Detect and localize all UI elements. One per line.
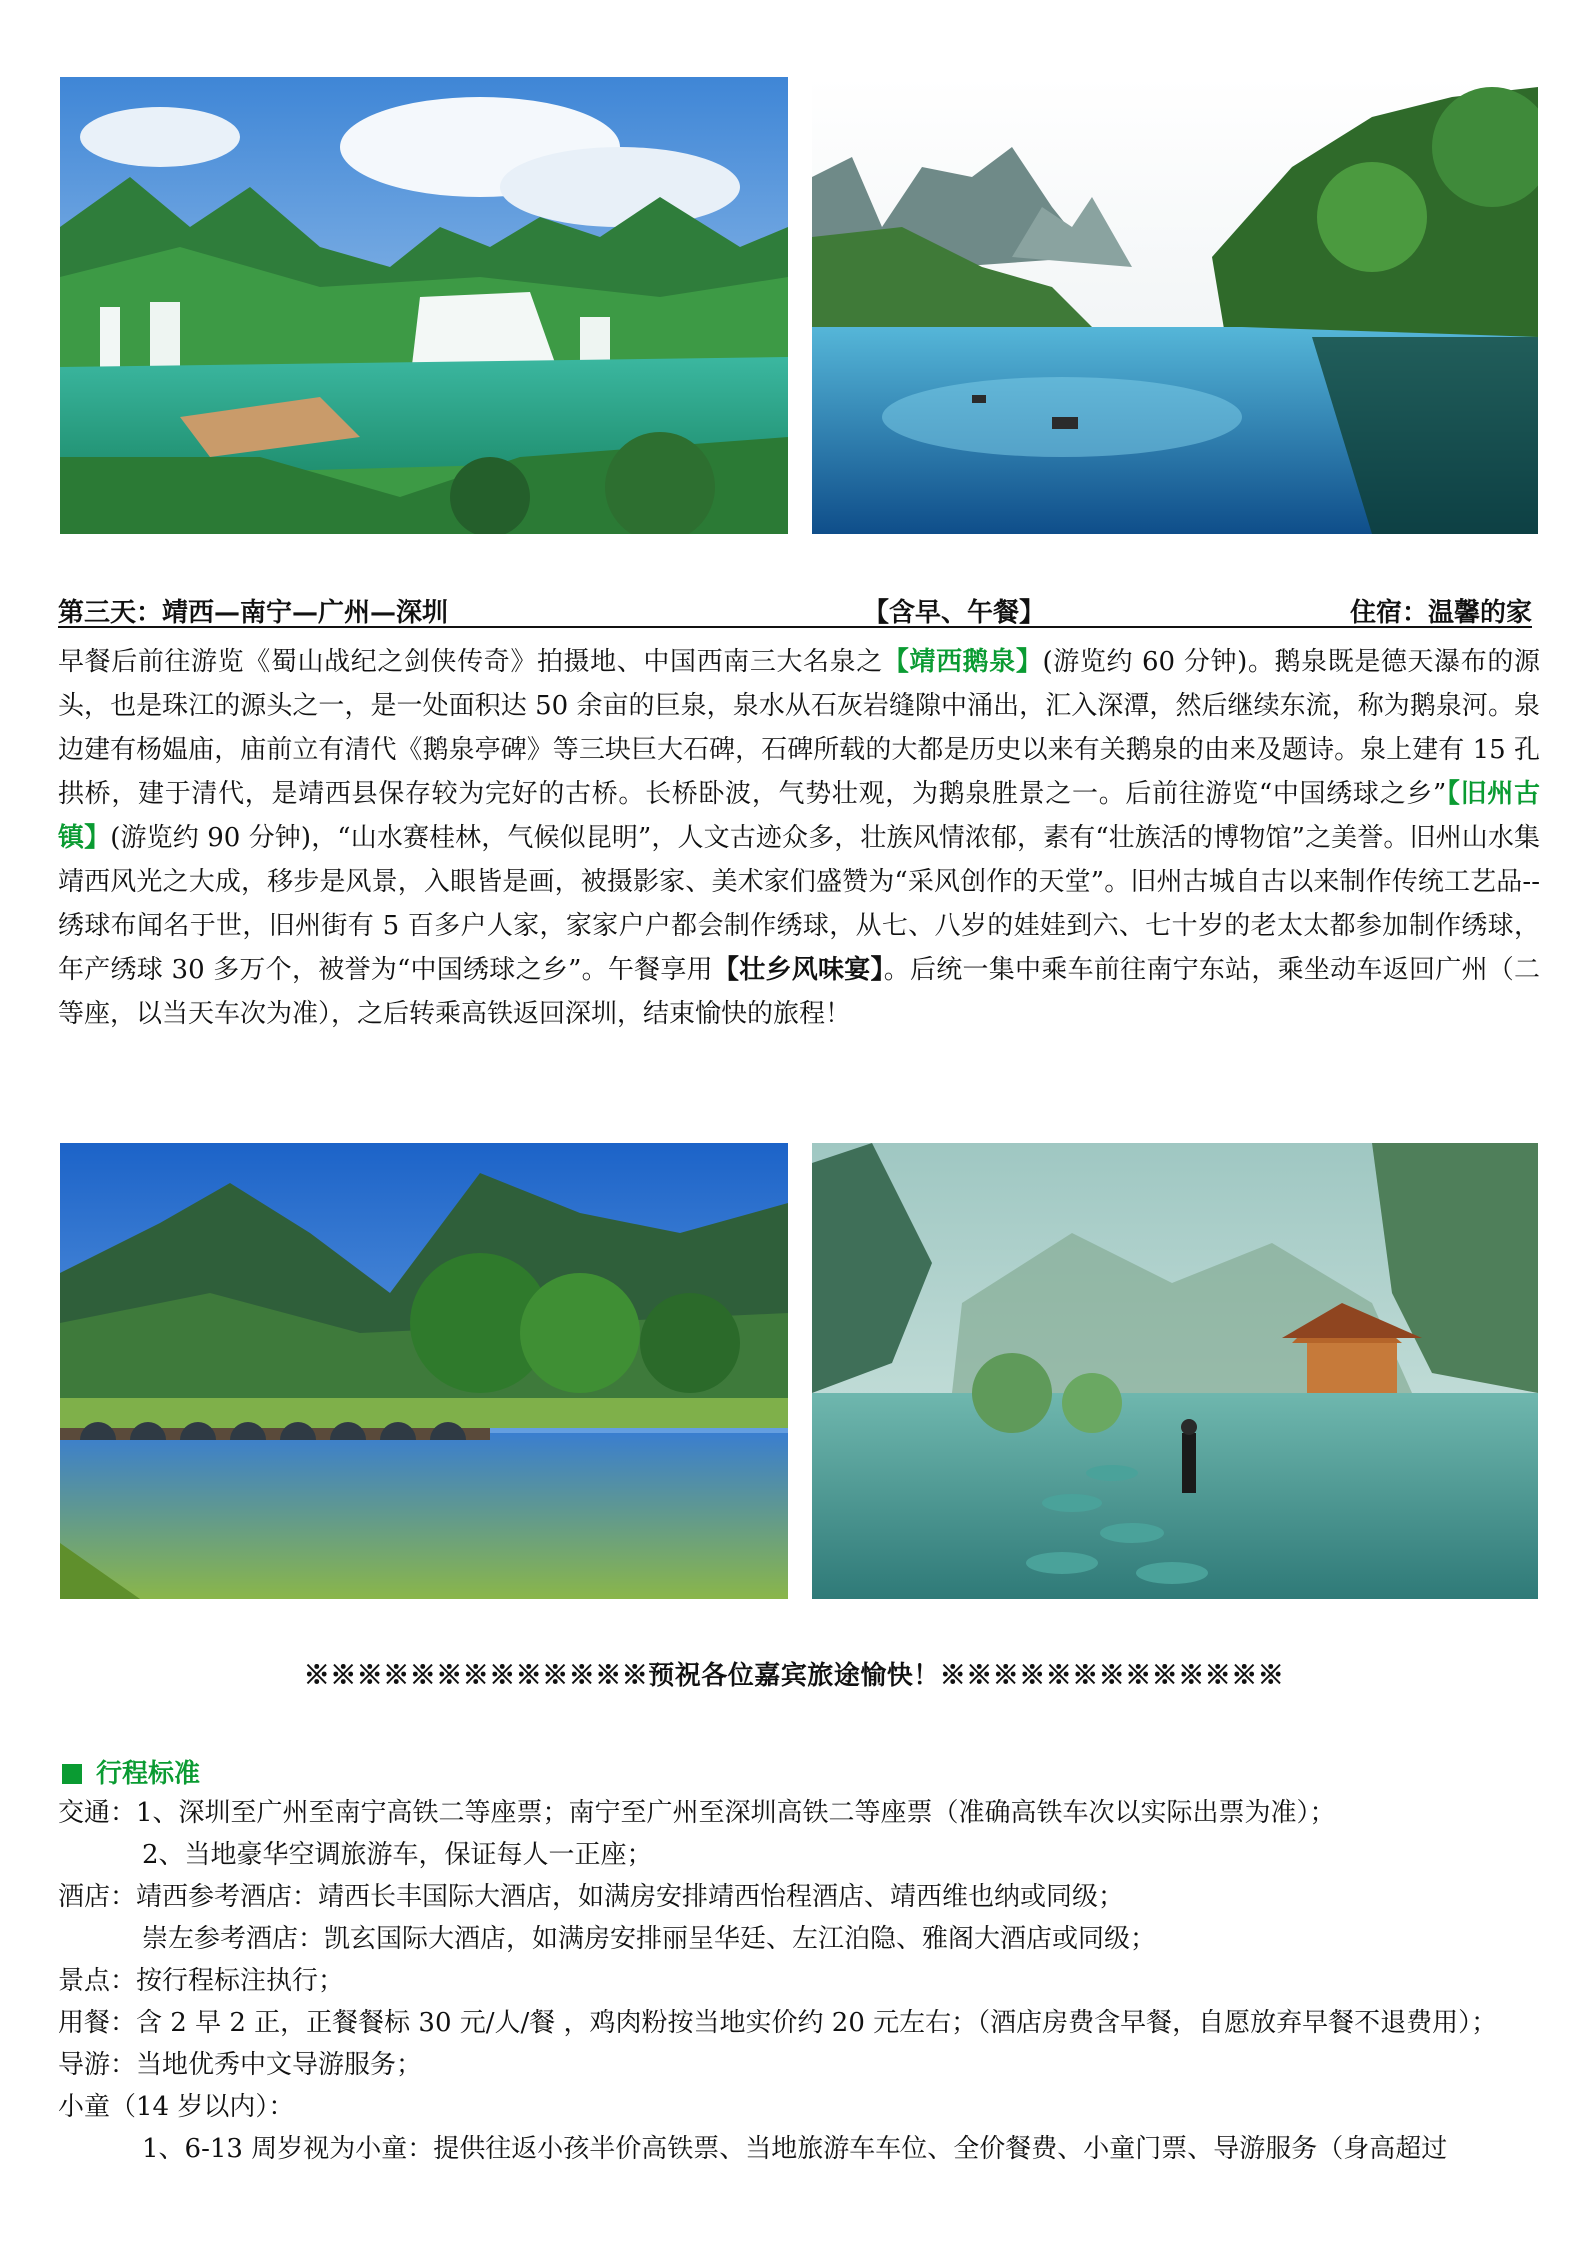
day3-title: 第三天：靖西—南宁—广州—深圳 — [58, 598, 449, 628]
desc-part-1: 早餐后前往游览《蜀山战纪之剑侠传奇》拍摄地、中国西南三大名泉之 — [58, 647, 883, 677]
std-scenic: 景点：按行程标注执行； — [58, 1966, 345, 1996]
day3-meals: 【含早、午餐】 — [863, 598, 1046, 628]
day3-heading — [58, 592, 1532, 628]
stone-bridge-photo — [60, 1143, 788, 1599]
day3-description — [58, 640, 1540, 1036]
karst-river-photo — [812, 77, 1538, 534]
waterfall-landscape-photo — [60, 77, 788, 534]
misty-pavilion-photo — [812, 1143, 1538, 1599]
std-child-1: 1、6-13 周岁视为小童：提供往返小孩半价高铁票、当地旅游车车位、全价餐费、小童门票、导游服务（身高超过 — [142, 2134, 1448, 2164]
highlight-equan: 【靖西鹅泉】 — [882, 647, 1043, 677]
std-child: 小童（14 岁以内）： — [58, 2092, 295, 2122]
highlight-banquet: 【壮乡风味宴】 — [712, 955, 884, 985]
std-hotel-1: 酒店：靖西参考酒店：靖西长丰国际大酒店，如满房安排靖西怡程酒店、靖西维也纳或同级； — [58, 1882, 1125, 1912]
desc-part-4: 。后统一集中乘车前往南宁东站，乘坐动车返回广州（二等座，以当天车次为准），之后转乘高铁返回深圳，结束愉快的旅程！ — [58, 955, 1540, 1029]
wish-line: ※※※※※※※※※※※※※预祝各位嘉宾旅途愉快！※※※※※※※※※※※※※ — [303, 1661, 1285, 1691]
std-hotel-2: 崇左参考酒店：凯玄国际大酒店，如满房安排丽呈华廷、左江泊隐、雅阁大酒店或同级； — [142, 1924, 1157, 1954]
desc-part-3: (游览约 90 分钟)，“山水赛桂林，气候似昆明”，人文古迹众多，壮族风情浓郁，素有“壮族活的博物馆”之美誉。旧州山水集靖西风光之大成，移步是风景，入眼皆是画，被摄影家、美术家们盛赞为“采风创作的天堂”。旧州古城自古以来制作传统工艺品--绣球布闻名于世，旧州街有 5 百多户人家，家家户户都会制作绣球，从七、八岁的娃娃到六、七十岁的老太太都参加制作绣球，年产绣球 30 多万个，被誉为“中国绣球之乡”。午餐享用 — [58, 823, 1540, 985]
std-meals: 用餐：含 2 早 2 正，正餐餐标 30 元/人/餐 ，鸡肉粉按当地实价约 20 元左右；（酒店房费含早餐，自愿放弃早餐不退费用）； — [58, 2008, 1498, 2038]
std-guide: 导游：当地优秀中文导游服务； — [58, 2050, 423, 2080]
std-transport-2: 2、当地豪华空调旅游车，保证每人一正座； — [142, 1840, 653, 1870]
standards-section-title — [62, 1753, 200, 1790]
square-bullet-icon — [62, 1764, 82, 1784]
desc-part-2: (游览约 60 分钟)。鹅泉既是德天瀑布的源头，也是珠江的源头之一，是一处面积达 50 余亩的巨泉，泉水从石灰岩缝隙中涌出，汇入深潭，然后继续东流，称为鹅泉河。泉边建有杨媪庙，庙前立有清代《鹅泉亭碑》等三块巨大石碑，石碑所载的大都是历史以来有关鹅泉的由来及题诗。泉上建有 15 孔拱桥，建于清代，是靖西县保存较为完好的古桥。长桥卧波，气势壮观，为鹅泉胜景之一。后前往游览“中国绣球之乡” — [58, 647, 1540, 809]
highlight-jiuzhou: 【旧州古镇】 — [58, 779, 1540, 853]
day3-accommodation: 住宿：温馨的家 — [1349, 598, 1532, 628]
std-transport-1: 交通：1、深圳至广州至南宁高铁二等座票；南宁至广州至深圳高铁二等座票（准确高铁车次以实际出票为准）； — [58, 1798, 1336, 1828]
standards-title-text: 行程标准 — [96, 1759, 201, 1789]
